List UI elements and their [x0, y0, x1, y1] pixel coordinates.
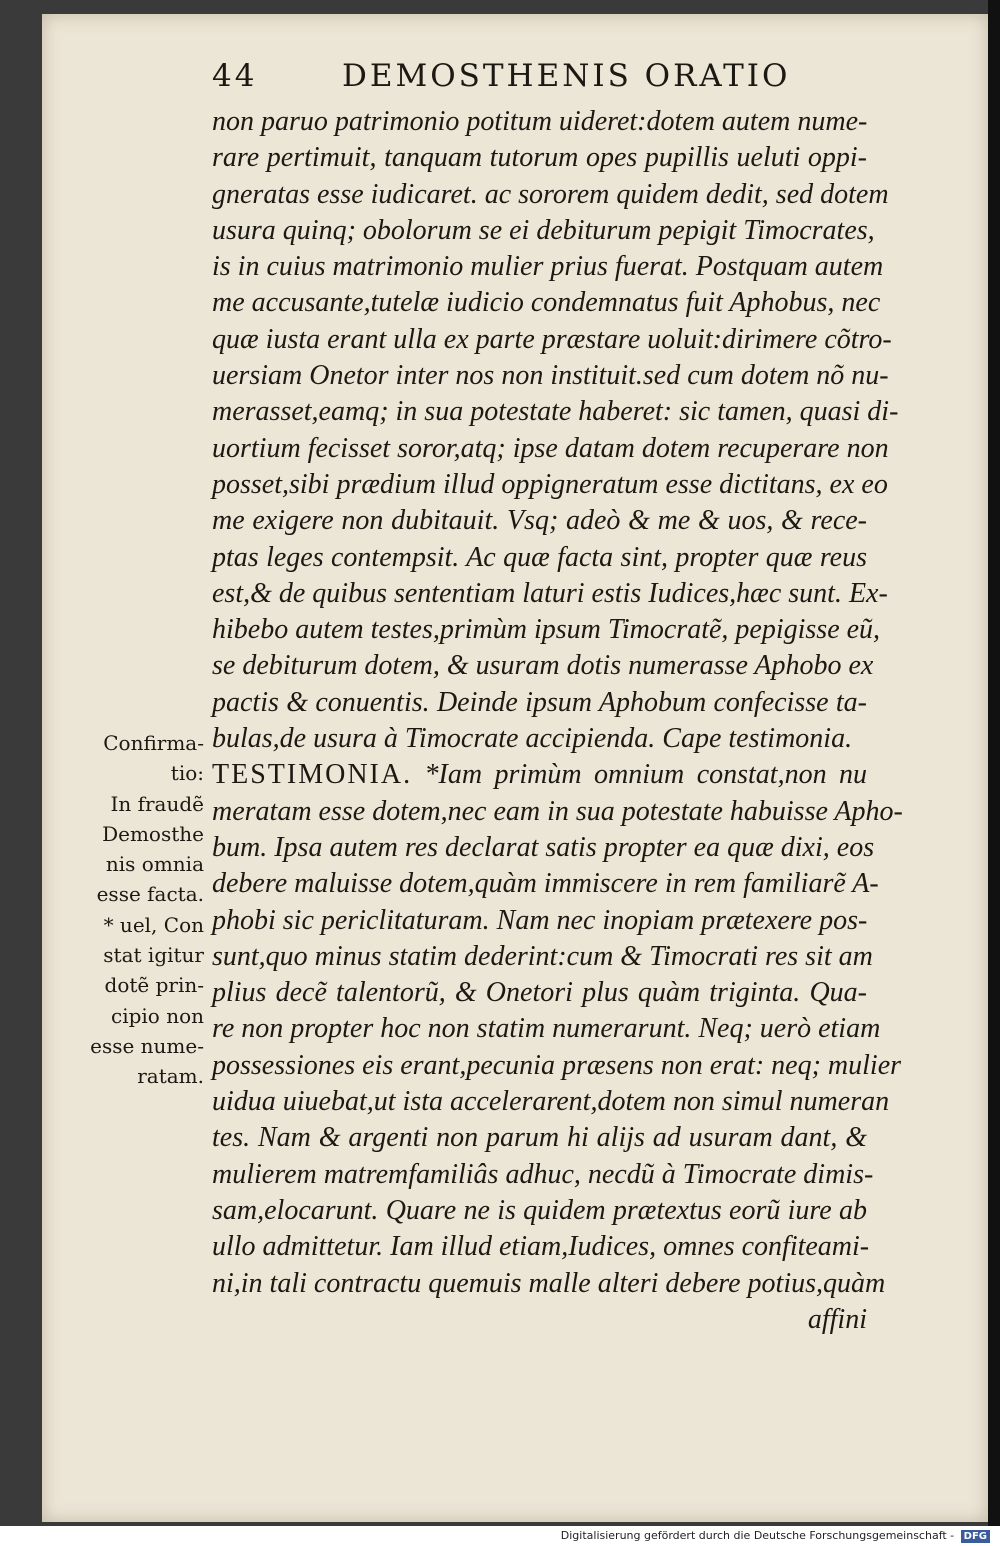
body-text: [212, 104, 903, 1338]
body-line: ullo admittetur. Iam illud etiam,Iudices, omnes confiteami-: [212, 1231, 870, 1263]
body-line: uersiam Onetor inter nos non instituit.sed cum dotem nõ nu-: [212, 360, 889, 392]
body-line: debere maluisse dotem,quàm immiscere in rem familiarẽ A-: [212, 868, 879, 900]
margin-note-line: tio:: [170, 761, 204, 786]
body-line: phobi sic periclitaturam. Nam nec inopiam prætexere pos-: [212, 904, 868, 936]
dfg-logo: DFG: [961, 1530, 990, 1543]
body-line: uidua uiuebat,ut ista accelerarent,dotem non simul numeran: [212, 1086, 890, 1118]
body-line: rare pertimuit, tanquam tutorum opes pupillis ueluti oppi-: [212, 142, 867, 174]
margin-note-line: esse facta.: [96, 882, 204, 907]
margin-note-line: esse nume-: [90, 1033, 204, 1058]
margin-note-line: In fraudẽ: [110, 791, 204, 816]
body-line: quæ iusta erant ulla ex parte præstare uoluit:dirimere cõtro-: [212, 323, 892, 355]
body-line: est,& de quibus sententiam laturi estis Iudices,hæc sunt. Ex-: [212, 577, 888, 609]
margin-note-line: nis omnia: [105, 852, 204, 877]
body-line: posset,sibi prædium illud oppigneratum esse dictitans, ex eo: [212, 468, 888, 500]
body-line: tes. Nam & argenti non parum hi alijs ad usuram dant, &: [212, 1122, 867, 1154]
section-heading: TESTIMONIA.: [212, 759, 413, 791]
binding-edge: [988, 0, 1000, 1526]
body-line: sunt,quo minus statim dederint:cum & Timocrati res sit am: [212, 940, 873, 972]
body-line: bum. Ipsa autem res declarat satis propter ea quæ dixi, eos: [212, 831, 875, 863]
credit-text: Digitalisierung gefördert durch die Deutsche Forschungsgemeinschaft -: [560, 1529, 955, 1542]
body-line: usura quinq; obolorum se ei debiturum pepigit Timocrates,: [212, 214, 875, 246]
margin-note-line: ratam.: [137, 1064, 204, 1089]
running-title: DEMOSTHENIS ORATIO: [342, 58, 791, 94]
margin-note: [72, 728, 204, 1092]
margin-note-line: Confirma-: [103, 731, 204, 755]
page-header: [212, 58, 791, 102]
body-line: bulas,de usura à Timocrate accipienda. Cape testimonia.: [212, 723, 853, 755]
body-line: plius decẽ talentorũ, & Onetori plus quàm triginta. Qua-: [212, 977, 867, 1009]
body-line: uortium fecisset soror,atq; ipse datam dotem recuperare non: [212, 432, 889, 464]
body-line: sam,elocarunt. Quare ne is quidem prætextus eorũ iure ab: [212, 1194, 867, 1226]
body-line: affini: [807, 1303, 867, 1335]
body-line: pactis & conuentis. Deinde ipsum Aphobum confecisse ta-: [212, 686, 867, 718]
margin-note-line: cipio non: [111, 1003, 204, 1028]
body-line: re non propter hoc non statim numerarunt. Neq; uerò etiam: [212, 1013, 881, 1045]
body-line: hibebo autem testes,primùm ipsum Timocratẽ, pepigisse eũ,: [212, 614, 881, 646]
margin-note-line: dotẽ prin-: [104, 973, 204, 998]
body-line: non paruo patrimonio potitum uideret:dotem autem nume-: [212, 106, 868, 137]
body-line: me accusante,tutelæ iudicio condemnatus fuit Aphobus, nec: [212, 287, 881, 319]
margin-note-line: stat igitur: [103, 943, 204, 968]
digitization-credit: [561, 1528, 990, 1544]
body-line: merasset,eamq; in sua potestate haberet: sic tamen, quasi di-: [212, 396, 899, 428]
margin-note-line: Demosthe: [102, 821, 204, 846]
body-line: ni,in tali contractu quemuis malle alteri debere potius,quàm: [212, 1267, 886, 1299]
margin-note-line: * uel, Con: [103, 912, 204, 937]
body-line: TESTIMONIA. *Iam primùm omnium constat,non nu: [212, 759, 867, 791]
body-line: gneratas esse iudicaret. ac sororem quidem dedit, sed dotem: [212, 178, 889, 210]
body-line: ptas leges contempsit. Ac quæ facta sint, propter quæ reus: [212, 541, 867, 573]
body-line: me exigere non dubitauit. Vsq; adeò & me & uos, & rece-: [212, 505, 867, 537]
body-line: mulierem matremfamiliâs adhuc, necdũ à Timocrate dimis-: [212, 1158, 874, 1190]
body-line: se debiturum dotem, & usuram dotis numerasse Aphobo ex: [212, 650, 874, 682]
page-number: 44: [212, 58, 258, 94]
body-line: meratam esse dotem,nec eam in sua potestate habuisse Apho-: [212, 795, 903, 827]
body-line: is in cuius matrimonio mulier prius fuerat. Postquam autem: [212, 251, 884, 283]
body-line: possessiones eis erant,pecunia præsens non erat: neq; mulier: [212, 1049, 902, 1081]
